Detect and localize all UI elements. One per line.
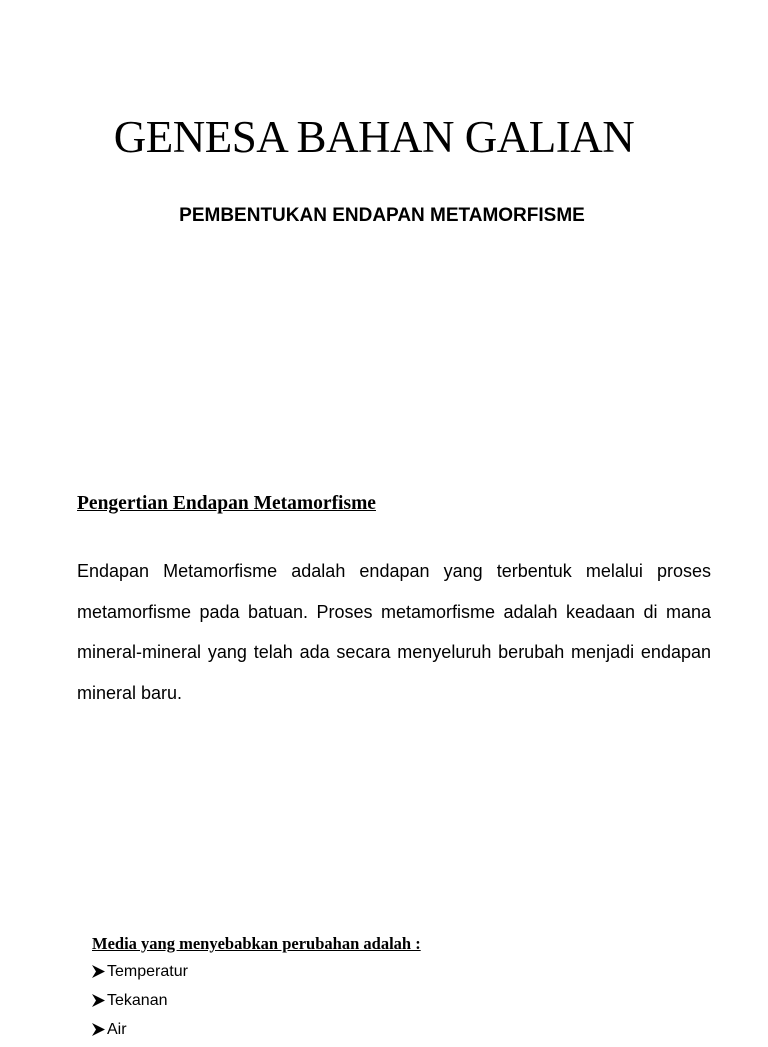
list-item-label: Temperatur — [107, 963, 188, 980]
list-item-label: Tekanan — [107, 992, 168, 1009]
list-item — [92, 989, 188, 1018]
media-list-heading: Media yang menyebabkan perubahan adalah : — [92, 934, 421, 953]
list-item — [92, 960, 188, 989]
list-item-label: Air — [107, 1021, 127, 1038]
definition-paragraph: Endapan Metamorfisme adalah endapan yang terbentuk melalui proses metamorfisme pada batuan. Proses metamorfisme adalah keadaan di mana mineral-mineral yang telah ada secara menyeluruh berubah menjadi endapan mineral baru. — [77, 561, 711, 703]
arrow-bullet-icon — [92, 960, 107, 984]
arrow-bullet-icon — [92, 989, 107, 1013]
section-heading: Pengertian Endapan Metamorfisme — [77, 493, 376, 514]
list-item — [92, 1018, 188, 1047]
arrow-bullet-icon — [92, 1018, 107, 1042]
media-list — [92, 960, 188, 1047]
page-subtitle: PEMBENTUKAN ENDAPAN METAMORFISME — [179, 205, 585, 226]
page-title: GENESA BAHAN GALIAN — [113, 112, 635, 162]
